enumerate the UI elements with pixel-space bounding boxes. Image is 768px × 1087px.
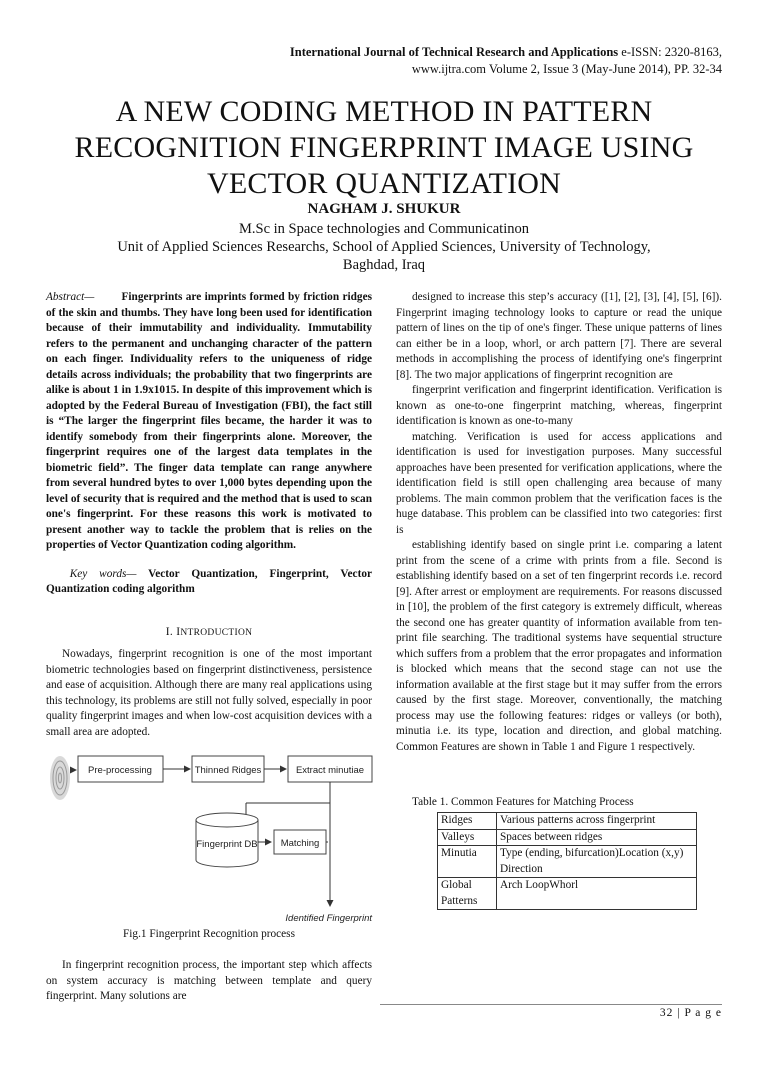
left-column [46,290,372,740]
page-label: | P a g e [673,1007,722,1019]
table-cell-feature: Valleys [438,829,497,846]
affiliation-line-2: Unit of Applied Sciences Researchs, School of Applied Sciences, University of Technology, [117,239,651,255]
right-paragraph-1: designed to increase this step’s accuracy ([1], [2], [3], [4], [5], [6]). Fingerprint imaging technology looks to capture or read the unique pattern of lines on the tip of one's finger. These unique patterns of lines can either be in a loop, whorl, or arch pattern [7]. There are several methods in accomplishing the process of identifying one's fingerprint [8]. The two major applications of fingerprint recognition are [396,291,722,381]
journal-name: International Journal of Technical Research and Applications [289,45,619,59]
right-paragraph-2: fingerprint verification and fingerprint identification. Verification is known as one-to-one fingerprint matching, whereas, fingerprint identification is known as one-to-many [396,384,722,427]
figure-1-caption: Fig.1 Fingerprint Recognition process [123,928,295,940]
table-cell-desc: Arch LoopWhorl [497,878,697,910]
pre-processing-label: Pre-processing [88,765,152,776]
pre-processing-box [78,756,163,782]
right-paragraph-4: establishing identify based on single print i.e. comparing a latent print from the scene of a crime with prints from a file. Second is establishing identify based on a set of ten fingerprint records i.e. record [9]. After arrest or employment are requirements. For reasons discussed in [10], the problem of the first category is extremely difficult, whereas the second one has greater quantity of information available from ten-print file searching. The traditional systems have sequential structure which suffers from a problem that the error propagates and information is blocked which means that the second stage can not use the information available at the first stage but it may suffer from the errors caused by the first stage. Moreover, conventionally, the matching process may use the following features: ridges or valleys (or both), minutia i.e. its type, location and direction, and global matching. Common Features are shown in Table 1 and Figure 1 respectively. [396,539,722,753]
matching-box [274,830,326,854]
table-cell-desc: Spaces between ridges [497,829,697,846]
fingerprint-db-cylinder [196,813,258,867]
figure-1-diagram [46,748,376,928]
section-title-initial: I [176,625,181,638]
table-row [438,878,697,910]
section-title-rest: NTRODUCTION [180,627,253,638]
fingerprint-icon [50,756,70,800]
table-row [438,846,697,878]
features-table [437,812,697,910]
fig-followup-text: In fingerprint recognition process, the important step which affects on system accuracy is matching between template and query fingerprint. Many solutions are [46,959,372,1002]
author-name: NAGHAM J. SHUKUR [307,201,461,217]
abstract-text: Fingerprints are imprints formed by friction ridges of the skin and thumbs. They have long been used for identification because of their immutability and individuality. Immutability refers to the permanent and unchanging character of the pattern on each finger. Individuality refers to the uniqueness of ridge details across individuals; the probability that two fingerprints are alike is about 1 in 1.9x1015. In despite of this improvement which is adopted by the Federal Bureau of Investigation (FBI), the fact still is “The larger the fingerprint files became, the harder it was to identify somebody from their fingerprints alone. Moreover, the fingerprint requires one of the largest data templates in the biometric field”. The finger data template can range anywhere from several hundred bytes to over 1,000 bytes depending upon the level of security that is required and the method that is used to scan one's fingerprint. For these reasons this work is motivated to present another way to tackle the problem that is relies on the properties of Vector Quantization coding algorithm. [46,291,372,551]
table-cell-feature: Minutia [438,846,497,878]
affiliation-line-1: M.Sc in Space technologies and Communicatinon [239,221,529,237]
page-footer [380,1004,722,1019]
affiliation-line-3: Baghdad, Iraq [342,257,426,273]
table-row [438,829,697,846]
table-cell-desc: Various patterns across fingerprint [497,813,697,830]
abstract-label: Abstract— [46,291,95,303]
intro-paragraph: Nowadays, fingerprint recognition is one of the most important biometric technologies based on fingerprint distinctiveness, persistence and ease of acquisition. Although there are many real applications using this technology, its problems are still not fully solved, especially in poor quality fingerprint images and when low-cost acquisition devices with a small area are adopted. [46,648,372,738]
identified-fingerprint-label: Identified Fingerprint [285,913,372,924]
extract-minutiae-box [288,756,372,782]
affiliation [60,220,708,274]
section-number: I. [165,625,174,638]
table-row [438,813,697,830]
matching-label: Matching [280,838,320,849]
section-heading-introduction [46,625,372,642]
table-1-caption: Table 1. Common Features for Matching Process [412,796,634,808]
right-paragraph-3: matching. Verification is used for access applications and identification is used for investigation purposes. Many successful approaches have been presented for verification applications, where the identification field is still open challenging area because of many problems. The main common problem that the verification faces is the huge database. This problem can be classified into two categories: first is [396,430,722,536]
extract-minutiae-label: Extract minutiae [295,765,365,776]
journal-volume: www.ijtra.com Volume 2, Issue 3 (May-June 2014), PP. 32-34 [411,62,722,76]
keywords-text: Vector Quantization, Fingerprint, Vector Quantization coding algorithm [46,567,372,595]
fingerprint-db-label: Fingerprint DB [196,839,258,850]
table-cell-desc: Type (ending, bifurcation)Location (x,y) Direction [497,846,697,878]
table-cell-feature: Global Patterns [438,878,497,910]
right-column [396,290,722,755]
keywords [46,567,372,598]
journal-issn: e-ISSN: 2320-8163, [618,45,722,59]
keywords-label: Key words— [69,567,137,580]
paper-title: A NEW CODING METHOD IN PATTERN RECOGNITION FINGERPRINT IMAGE USING VECTOR QUANTIZATION [74,95,694,200]
journal-header [162,44,722,78]
table-cell-feature: Ridges [438,813,497,830]
page-number: 32 [659,1007,674,1019]
thinned-ridges-label: Thinned Ridges [194,765,262,776]
thinned-ridges-box [192,756,264,782]
abstract [46,290,372,554]
left-continuation-paragraph [46,958,372,1005]
